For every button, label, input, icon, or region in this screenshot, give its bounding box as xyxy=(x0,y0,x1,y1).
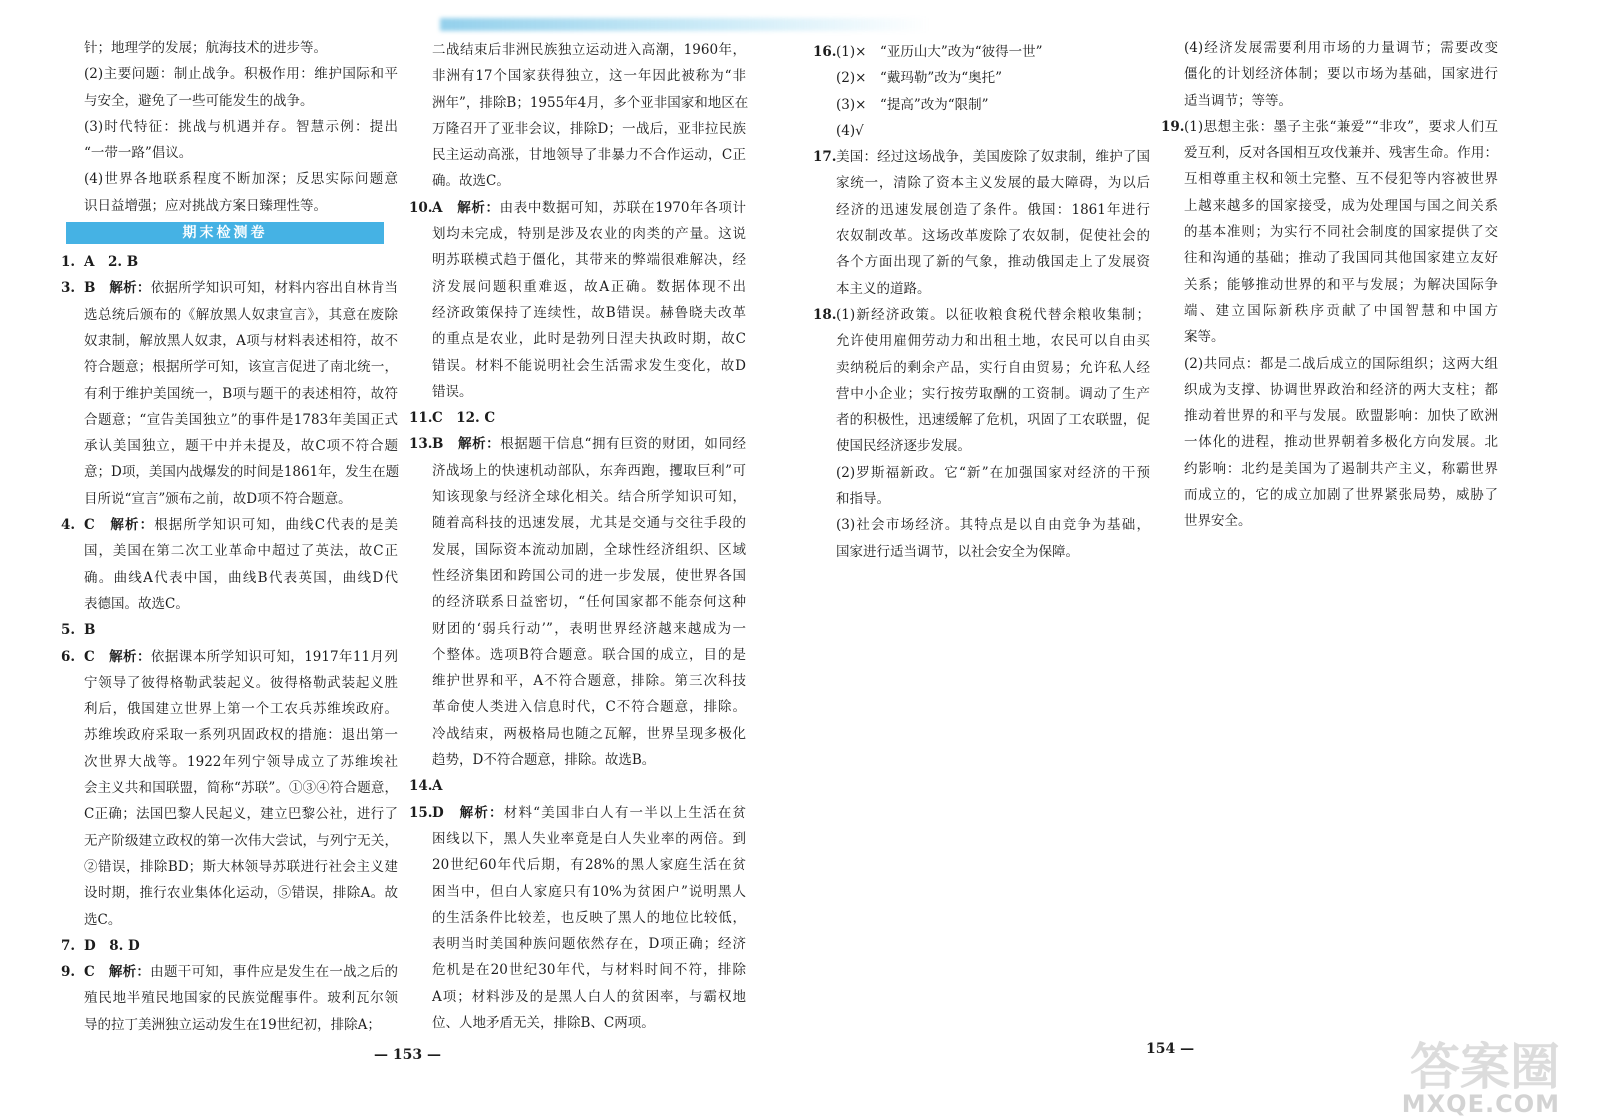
text-line xyxy=(84,61,398,87)
text-line xyxy=(836,328,1150,354)
answer-item xyxy=(409,773,746,799)
line-text: (2)共同点：都是二战后成立的国际组织；这两大组 xyxy=(1184,355,1498,372)
text-line xyxy=(409,773,746,799)
text-line xyxy=(1184,482,1498,508)
page-154 xyxy=(790,0,1600,1119)
line-text: 危机是在20世纪30年代，与材料时间不符，排除 xyxy=(432,962,746,979)
item-number: 9. xyxy=(61,964,76,981)
answer-choice: D 解析： xyxy=(432,804,504,821)
line-text: 设时期，推行农业集体化运动，⑤错误，排除A。故 xyxy=(84,885,398,902)
text-line xyxy=(1184,193,1498,219)
line-text: 冷战结束，两极格局也随之瓦解，世界呈现多极化 xyxy=(432,725,746,742)
item-number: 18. xyxy=(813,306,837,323)
line-text: 者的积极性，迅速缓解了危机，巩固了工农联盟，促 xyxy=(836,412,1150,429)
text-line xyxy=(1184,245,1498,271)
line-text: 万隆召开了亚非会议，排除D；一战后，亚非拉民族 xyxy=(432,120,746,137)
line-text: 苏维埃政府采取一系列巩固政权的措施：退出第一 xyxy=(84,727,398,744)
line-text: 确。故选C。 xyxy=(432,173,510,190)
line-text: 表德国。故选C。 xyxy=(84,595,189,612)
item-number: 13. xyxy=(409,436,433,453)
text-line xyxy=(432,826,746,852)
text-line xyxy=(432,379,746,405)
text-line xyxy=(1184,140,1498,166)
text-line xyxy=(432,116,746,142)
answer-choice: B 解析： xyxy=(432,436,501,453)
line-text: 奴隶制，解放黑人奴隶，A项与材料表述相符，故不 xyxy=(84,332,398,349)
line-text: 与安全，避免了一些可能发生的战争。 xyxy=(84,92,314,109)
text-line xyxy=(432,589,746,615)
page-number: 154 — xyxy=(1146,1041,1195,1057)
text-line xyxy=(409,431,746,457)
answer-item xyxy=(61,959,399,1038)
text-line xyxy=(836,486,1150,512)
line-text: 个整体。选项B符合题意。联合国的成立，目的是 xyxy=(432,646,746,663)
item-number: 16. xyxy=(813,44,837,60)
text-line xyxy=(84,459,398,485)
text-line xyxy=(432,905,746,931)
text-line xyxy=(836,223,1150,249)
answer-choice: A 2. B xyxy=(84,254,139,271)
text-line xyxy=(84,828,398,854)
line-text: (1)× “亚历山大”改为“彼得一世” xyxy=(836,44,1043,60)
answer-choice: C 解析： xyxy=(84,517,155,534)
text-line xyxy=(1184,508,1498,534)
line-text: 宁领导了彼得格勒武装起义。彼得格勒武装起义胜 xyxy=(84,674,398,691)
text-line xyxy=(84,302,398,328)
answer-paragraph xyxy=(84,61,398,114)
text-line xyxy=(1184,324,1498,350)
text-line xyxy=(84,722,398,748)
page-153 xyxy=(0,0,790,1119)
line-text: (2)主要问题：制止战争。积极作用：维护国际和平 xyxy=(84,66,398,83)
text-line xyxy=(84,880,398,906)
text-line xyxy=(84,801,398,827)
answer-choice: A 解析： xyxy=(432,199,500,216)
text-line xyxy=(84,1012,398,1038)
text-line xyxy=(84,354,398,380)
line-text: 合题意；“宣告美国独立”的事件是1783年美国正式 xyxy=(84,411,398,428)
text-line xyxy=(813,302,1150,328)
item-number: 4. xyxy=(61,517,76,534)
item-number: 19. xyxy=(1161,118,1185,135)
line-text: 经济的迅速发展创造了条件。俄国：1861年进行 xyxy=(836,201,1150,218)
answer-item xyxy=(61,512,398,617)
line-text: ②错误，排除BD；斯大林领导苏联进行社会主义建 xyxy=(84,858,398,875)
item-number: 14. xyxy=(409,778,433,795)
text-line xyxy=(432,957,746,983)
text-line xyxy=(61,275,398,301)
text-line xyxy=(432,616,746,642)
line-text: 错误。 xyxy=(432,383,473,400)
answer-choice: C 12. C xyxy=(432,410,496,427)
answer-item xyxy=(61,249,398,275)
text-line xyxy=(432,300,746,326)
line-text: 美国：经过这场战争，美国废除了奴隶制，维护了国 xyxy=(836,149,1150,166)
text-line xyxy=(84,775,398,801)
answer-paragraph xyxy=(836,512,1150,565)
answer-choice: C 解析： xyxy=(84,964,151,981)
answer-item xyxy=(409,431,746,773)
line-text: 的重点是农业，此时是勃列日涅夫执政时期，故C xyxy=(432,331,746,348)
text-line xyxy=(432,458,746,484)
text-line xyxy=(1184,35,1498,61)
line-text: 本主义的道路。 xyxy=(836,280,931,297)
line-text: 僵化的计划经济体制；要以市场为基础，国家进行 xyxy=(1184,66,1498,83)
line-text: 导的拉丁美洲独立运动发生在19世纪初，排除A； xyxy=(84,1016,381,1033)
text-line xyxy=(432,642,746,668)
answer-choice: B 解析： xyxy=(84,280,151,297)
line-text: 经济政策保持了连续性，故B错误。赫鲁晓夫改革 xyxy=(432,304,746,321)
text-line xyxy=(1184,298,1498,324)
text-line xyxy=(1184,219,1498,245)
answer-column-left xyxy=(813,39,1150,565)
text-line xyxy=(84,486,398,512)
line-text: (4)√ xyxy=(836,122,864,139)
text-line xyxy=(836,197,1150,223)
text-line xyxy=(432,484,746,510)
text-line xyxy=(836,118,1150,144)
line-text: 选总统后颁布的《解放黑人奴隶宣言》，其意在废除 xyxy=(84,306,398,323)
answer-paragraph xyxy=(84,35,398,61)
line-text: 由表中数据可知，苏联在1970年各项计 xyxy=(499,199,746,216)
text-line xyxy=(84,591,398,617)
line-text: 意；D项，美国内战爆发的时间是1861年，发生在题 xyxy=(84,464,400,481)
text-line xyxy=(84,114,398,140)
line-text: 允许使用雇佣劳动力和出租土地，农民可以自由买 xyxy=(836,333,1150,350)
line-text: 随着高科技的迅速发展，尤其是交通与交往手段的 xyxy=(432,515,746,532)
item-number: 15. xyxy=(409,804,433,821)
line-text: 识日益增强；应对挑战方案日臻理性等。 xyxy=(84,197,327,214)
line-text: 困当中，但白人家庭只有10%为贫困户”说明黑人 xyxy=(432,883,746,900)
line-text: 财团的‘弱兵行动’”，表明世界经济越来越成为一 xyxy=(432,620,746,637)
line-text: (4)世界各地联系程度不断加深；反思实际问题意 xyxy=(84,171,398,188)
answer-paragraph xyxy=(1184,351,1498,535)
text-line xyxy=(432,37,746,63)
line-text: 次世界大战等。1922年列宁领导成立了苏维埃社 xyxy=(84,753,398,770)
answer-item xyxy=(409,800,746,1037)
line-text: 的基本准则；为实行不同社会制度的国家提供了交 xyxy=(1184,224,1498,241)
line-text: 使国民经济逐步发展。 xyxy=(836,438,971,455)
text-line xyxy=(432,879,746,905)
answer-column-right xyxy=(409,37,749,1036)
line-text: 推动着世界的和平与发展。欧盟影响：加快了欧洲 xyxy=(1184,408,1498,425)
answer-choice: D 8. D xyxy=(84,937,140,954)
text-line xyxy=(84,328,398,354)
line-text: 各个方面出现了新的气象，推动俄国走上了发展资 xyxy=(836,254,1150,271)
text-line xyxy=(432,747,746,773)
line-text: 适当调节；等等。 xyxy=(1184,92,1292,109)
text-line xyxy=(1184,88,1498,114)
text-line xyxy=(432,63,746,89)
line-text: 的经济联系日益密切，“任何国家都不能奈何这种 xyxy=(432,594,746,611)
answer-item xyxy=(813,302,1150,460)
line-text: 世界安全。 xyxy=(1184,513,1252,530)
line-text: 根据题干信息“拥有巨资的财团，如同经 xyxy=(500,436,746,453)
item-number: 11. xyxy=(409,410,433,427)
text-line xyxy=(84,854,398,880)
text-line xyxy=(432,721,746,747)
text-line xyxy=(836,407,1150,433)
text-line xyxy=(836,65,1150,91)
line-text: 国，美国在第二次工业革命中超过了英法，故C正 xyxy=(84,543,398,560)
text-line xyxy=(836,381,1150,407)
text-line xyxy=(432,274,746,300)
line-text: 无产阶级建立政权的第一次伟大尝试，与列宁无关， xyxy=(84,832,398,849)
text-line xyxy=(813,39,1150,65)
text-line xyxy=(84,88,398,114)
line-text: 维护世界和平，A不符合题意，排除。第三次科技 xyxy=(432,673,746,690)
text-line xyxy=(836,433,1150,459)
answer-paragraph xyxy=(84,114,398,167)
answer-item xyxy=(813,39,1150,65)
line-text: 济发展问题积重难返，故A正确。数据体现不出 xyxy=(432,278,746,295)
text-line xyxy=(432,326,746,352)
text-line xyxy=(1184,403,1498,429)
text-line xyxy=(432,931,746,957)
line-text: 利后，俄国建立世界上第一个工农兵苏维埃政府。 xyxy=(84,701,398,718)
line-text: 承认美国独立，题干中并未提及，故C项不符合题 xyxy=(84,438,398,455)
line-text: 互相尊重主权和领土完整、互不侵犯等内容被世界 xyxy=(1184,171,1498,188)
text-line xyxy=(813,144,1150,170)
item-number: 6. xyxy=(61,648,76,665)
line-text: A项；材料涉及的是黑人白人的贫困率，与霸权地 xyxy=(432,988,746,1005)
line-text: 案等。 xyxy=(1184,329,1225,346)
answer-item xyxy=(409,195,746,405)
line-text: 针；地理学的发展；航海技术的进步等。 xyxy=(84,40,327,56)
line-text: 位、人地矛盾无关，排除B、C两项。 xyxy=(432,1014,655,1031)
text-line xyxy=(836,170,1150,196)
item-number: 10. xyxy=(409,199,433,216)
line-text: 关系；能够推动世界的和平与发展；为解决国际争 xyxy=(1184,276,1498,293)
line-text: 错误。材料不能说明社会生活需求发生变化，故D xyxy=(432,357,746,374)
text-line xyxy=(836,512,1150,538)
line-text: 明苏联模式趋于僵化，其带来的弊端很难解决，经 xyxy=(432,252,746,269)
answer-choice: C 解析： xyxy=(84,648,151,665)
text-line xyxy=(432,353,746,379)
answer-choice: A xyxy=(432,778,443,795)
line-text: (2)× “戴玛勒”改为“奥托” xyxy=(836,70,1003,87)
line-text: 往和沟通的基础；推动了我国同其他国家建立友好 xyxy=(1184,250,1498,267)
line-text: 由题干可知，事件应是发生在一战之后的 xyxy=(150,964,399,981)
text-line xyxy=(84,749,398,775)
text-line xyxy=(84,433,398,459)
line-text: 非洲有17个国家获得独立，这一年因此被称为“非 xyxy=(432,68,746,85)
answer-paragraph xyxy=(836,460,1150,513)
text-line xyxy=(836,355,1150,381)
line-text: C正确；法国巴黎人民起义，建立巴黎公社，进行了 xyxy=(84,806,398,823)
line-text: 有利于维护美国统一，B项与题干的表述相符，故符 xyxy=(84,385,398,402)
answer-item xyxy=(813,144,1150,302)
answer-choice: B xyxy=(84,622,96,639)
text-line xyxy=(84,907,398,933)
line-text: 卖纳税后的剩余产品，实行自由贸易；允许私人经 xyxy=(836,359,1150,376)
line-text: 革命使人类进入信息时代，C不符合题意，排除。 xyxy=(432,699,746,716)
text-line xyxy=(432,852,746,878)
answer-paragraph xyxy=(836,118,1150,144)
line-text: 根据所学知识可知，曲线C代表的是美 xyxy=(154,517,398,534)
text-line xyxy=(61,512,398,538)
line-text: (3)时代特征：挑战与机遇并存。智慧示例：提出 xyxy=(84,118,398,135)
line-text: 约影响：北约是美国为了遏制共产主义，称霸世界 xyxy=(1184,460,1498,477)
line-text: 洲年”，排除B；1955年4月，多个亚非国家和地区在 xyxy=(432,94,749,111)
line-text: 民主运动高涨，甘地领导了非暴力不合作运动，C正 xyxy=(432,147,746,164)
text-line xyxy=(1184,272,1498,298)
line-text: 依据所学知识可知，材料内容出自林肯当 xyxy=(150,280,398,297)
text-line xyxy=(84,985,398,1011)
text-line xyxy=(61,644,398,670)
text-line xyxy=(432,168,746,194)
line-text: 一体化的进程，推动世界朝着多极化方向发展。北 xyxy=(1184,434,1498,451)
line-text: 国家进行适当调节，以社会安全为保障。 xyxy=(836,543,1079,560)
item-number: 3. xyxy=(61,280,76,297)
text-line xyxy=(61,249,398,275)
text-line xyxy=(836,539,1150,565)
line-text: 营中小企业；实行按劳取酬的工资制。调动了生产 xyxy=(836,385,1150,402)
text-line xyxy=(84,193,398,219)
page-number: — 153 — xyxy=(374,1047,441,1063)
line-text: 家统一，清除了资本主义发展的最大障碍，为以后 xyxy=(836,175,1150,192)
text-line xyxy=(61,933,398,959)
text-line xyxy=(61,617,398,643)
text-line xyxy=(432,694,746,720)
text-line xyxy=(409,800,746,826)
answer-paragraph xyxy=(836,92,1150,118)
line-text: 而成立的，它的成立加剧了世界紧张局势，威胁了 xyxy=(1184,487,1498,504)
answer-paragraph xyxy=(432,37,749,195)
text-line xyxy=(1161,114,1498,140)
line-text: 二战结束后非洲民族独立运动进入高潮，1960年， xyxy=(432,42,746,58)
text-line xyxy=(84,140,398,166)
text-line xyxy=(84,35,398,61)
section-banner-title: 期末检测卷 xyxy=(66,222,384,244)
text-line xyxy=(432,247,746,273)
watermark-logo: 答案圈 xyxy=(1410,1038,1560,1096)
line-text: 符合题意；根据所学可知，该宣言促进了南北统一， xyxy=(84,359,398,376)
text-line xyxy=(1184,429,1498,455)
line-text: 发展，国际资本流动加剧，全球性经济组织、区域 xyxy=(432,541,746,558)
answer-item xyxy=(61,617,398,643)
item-number: 1. xyxy=(61,254,76,271)
answer-column-left xyxy=(61,35,398,1038)
line-text: 划均未完成，特别是涉及农业的肉类的产量。这说 xyxy=(432,226,746,243)
line-text: 表明当时美国种族问题依然存在，D项正确；经济 xyxy=(432,936,746,953)
line-text: 和指导。 xyxy=(836,491,890,508)
text-line xyxy=(409,405,746,431)
line-text: 会主义共和国联盟，简称“苏联”。①③④符合题意， xyxy=(84,780,398,797)
answer-item xyxy=(1161,114,1498,351)
answer-item xyxy=(61,275,400,512)
line-text: 材料“美国非白人有一半以上生活在贫 xyxy=(503,804,746,821)
answer-paragraph xyxy=(84,166,398,219)
text-line xyxy=(836,92,1150,118)
text-line xyxy=(432,90,749,116)
line-text: 20世纪60年代后期，有28%的黑人家庭生活在贫 xyxy=(432,857,746,874)
text-line xyxy=(1184,351,1498,377)
answer-item xyxy=(409,405,746,431)
text-line xyxy=(1184,377,1498,403)
line-text: (4)经济发展需要利用市场的力量调节；需要改变 xyxy=(1184,40,1498,56)
line-text: 殖民地半殖民地国家的民族觉醒事件。玻利瓦尔领 xyxy=(84,990,398,1007)
line-text: 的生活条件比较差，也反映了黑人的地位比较低， xyxy=(432,909,746,926)
line-text: (3)× “提高”改为“限制” xyxy=(836,96,989,113)
line-text: (1)新经济政策。以征收粮食税代替余粮收集制； xyxy=(836,306,1150,323)
answer-item xyxy=(61,644,398,933)
line-text: 上越来越多的国家接受，成为处理国与国之间关系 xyxy=(1184,197,1498,214)
line-text: (2)罗斯福新政。它“新”在加强国家对经济的干预 xyxy=(836,464,1150,481)
text-line xyxy=(432,1010,746,1036)
line-text: 端、建立国际新秩序贡献了中国智慧和中国方 xyxy=(1184,302,1498,319)
line-text: 爱互利，反对各国相互攻伐兼并、残害生命。作用： xyxy=(1184,145,1498,162)
line-text: “一带一路”倡议。 xyxy=(84,145,193,162)
text-line xyxy=(1184,61,1498,87)
text-line xyxy=(1184,166,1498,192)
text-line xyxy=(409,195,746,221)
item-number: 17. xyxy=(813,149,837,166)
line-text: 目所说“宣言”颁布之前，故D项不符合题意。 xyxy=(84,490,352,507)
line-text: 知该现象与经济全球化相关。结合所学知识可知， xyxy=(432,489,746,506)
answer-item xyxy=(61,933,398,959)
text-line xyxy=(432,510,746,536)
text-line xyxy=(1184,456,1498,482)
line-text: 依据课本所学知识可知，1917年11月列 xyxy=(150,648,398,665)
text-line xyxy=(84,407,398,433)
line-text: 农奴制改革。这场改革废除了农奴制，促使社会的 xyxy=(836,228,1150,245)
text-line xyxy=(836,460,1150,486)
text-line xyxy=(84,538,398,564)
line-text: (1)思想主张：墨子主张“兼爱”“非攻”，要求人们互 xyxy=(1184,118,1498,135)
line-text: 趋势，D不符合题意，排除。故选B。 xyxy=(432,752,656,769)
item-number: 5. xyxy=(61,622,76,639)
text-line xyxy=(84,670,398,696)
text-line xyxy=(836,276,1150,302)
line-text: 济战场上的快速机动部队，东奔西跑，攫取巨利”可 xyxy=(432,462,746,479)
text-line xyxy=(432,221,746,247)
line-text: 困线以下，黑人失业率竟是白人失业率的两倍。到 xyxy=(432,830,746,847)
text-line xyxy=(84,565,398,591)
line-text: 织成为支撑、协调世界政治和经济的两大支柱；都 xyxy=(1184,381,1498,398)
text-line xyxy=(432,984,746,1010)
watermark-site: MXQE.COM xyxy=(1401,1090,1560,1118)
text-line xyxy=(84,696,398,722)
line-text: (3)社会市场经济。其特点是以自由竞争为基础， xyxy=(836,517,1150,534)
text-line xyxy=(432,563,746,589)
text-line xyxy=(84,381,398,407)
text-line xyxy=(836,249,1150,275)
line-text: 确。曲线A代表中国，曲线B代表英国，曲线D代 xyxy=(84,569,398,586)
text-line xyxy=(432,142,746,168)
text-line xyxy=(84,166,398,192)
text-line xyxy=(432,537,746,563)
text-line xyxy=(432,668,746,694)
item-number: 7. xyxy=(61,937,76,954)
answer-paragraph xyxy=(836,65,1150,91)
text-line xyxy=(61,959,399,985)
line-text: 选C。 xyxy=(84,911,122,928)
answer-column-right xyxy=(1161,35,1498,535)
answer-paragraph xyxy=(1184,35,1498,114)
line-text: 性经济集团和跨国公司的进一步发展，使世界各国 xyxy=(432,567,746,584)
